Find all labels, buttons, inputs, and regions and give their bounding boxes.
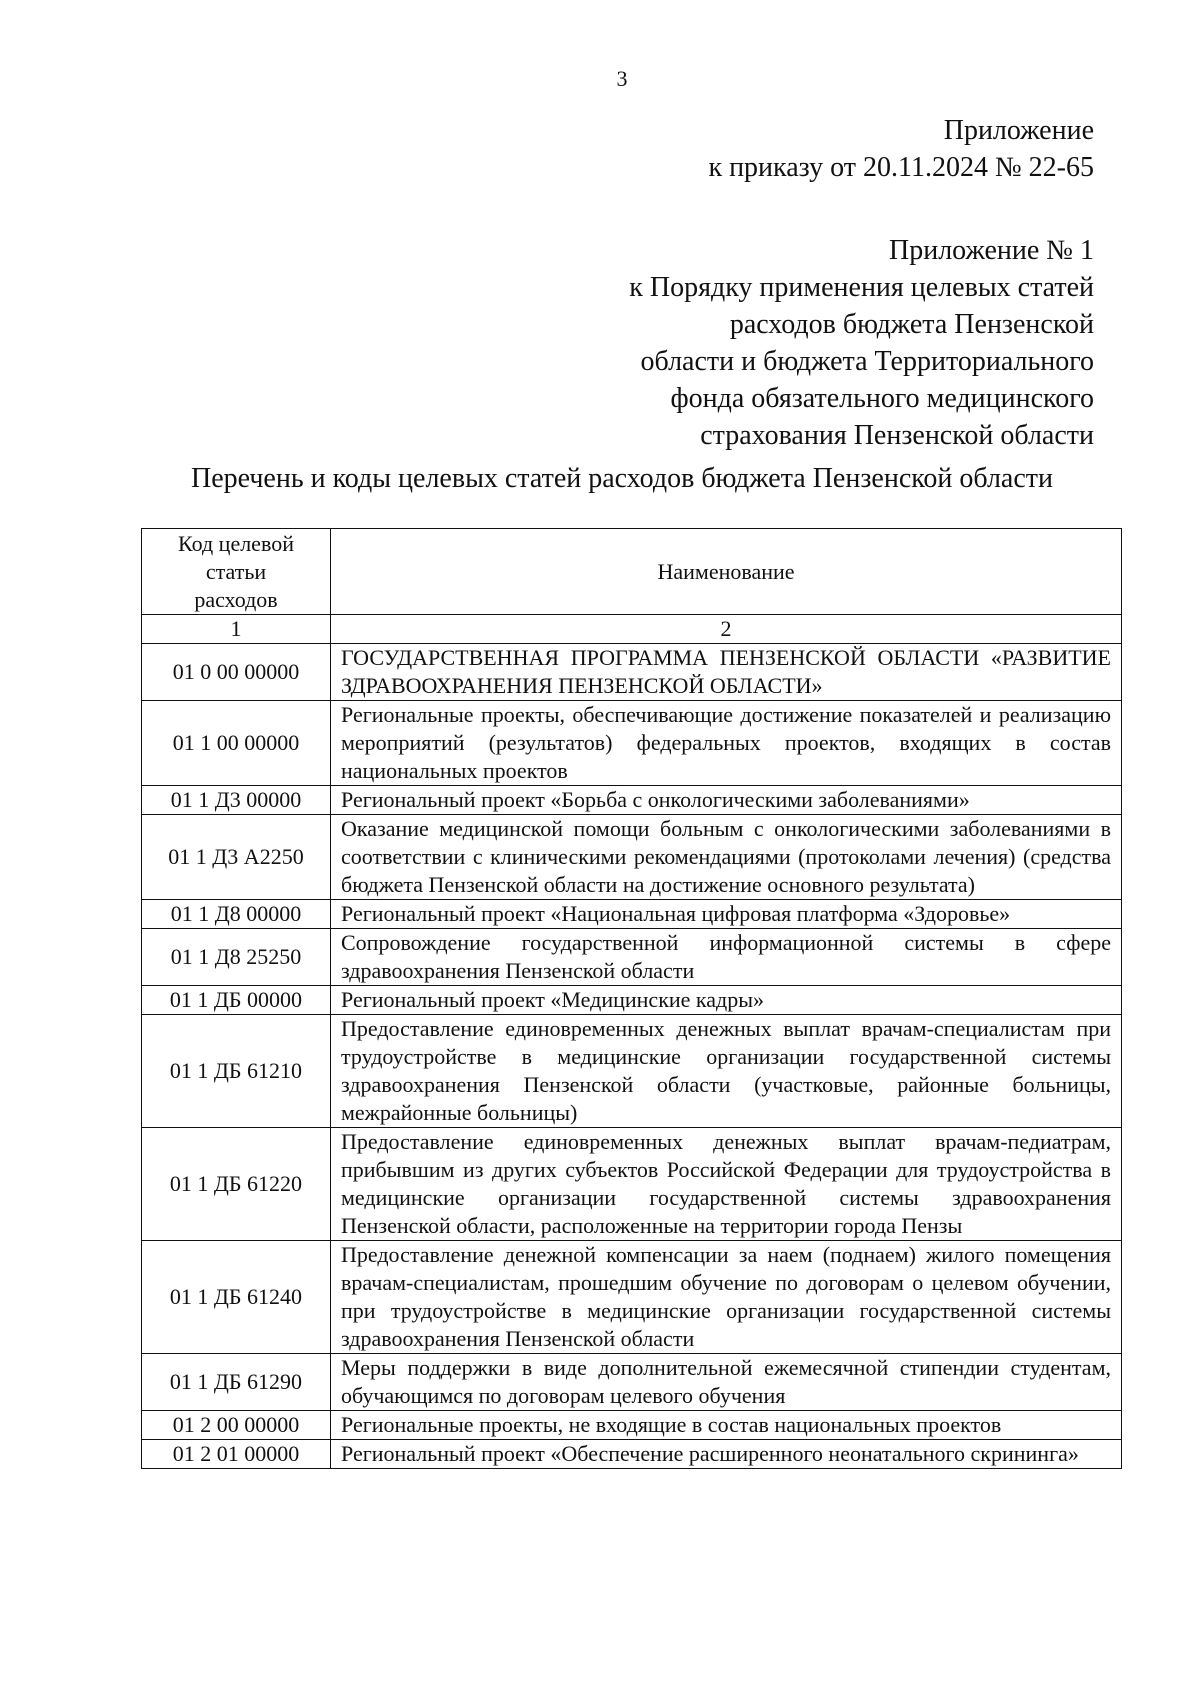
- expense-code-cell: 01 1 ДБ 61210: [142, 1015, 331, 1128]
- header-code-line: расходов: [194, 586, 278, 612]
- expense-code-cell: 01 1 Д8 00000: [142, 900, 331, 929]
- expense-name-cell: Оказание медицинской помощи больным с онкологическими заболеваниями в соответствии с клиническими рекомендациями (протоколами лечения) (средства бюджета Пензенской области на достижение основного результата): [331, 815, 1122, 900]
- expense-name-cell: Сопровождение государственной информационной системы в сфере здравоохранения Пензенской области: [331, 929, 1122, 986]
- appendix-one-header: [629, 232, 1094, 454]
- expense-name-cell: Предоставление единовременных денежных выплат врачам-педиатрам, прибывшим из других субъектов Российской Федерации для трудоустройства в медицинские организации государственной системы здравоохранения Пензенской области, расположенные на территории города Пензы: [331, 1128, 1122, 1241]
- expense-name-cell: Региональные проекты, не входящие в состав национальных проектов: [331, 1411, 1122, 1440]
- table-row: [142, 1015, 1122, 1128]
- column-number-2: 2: [331, 615, 1122, 644]
- appendix-label: Приложение: [943, 115, 1094, 146]
- expense-name-cell: Региональный проект «Медицинские кадры»: [331, 986, 1122, 1015]
- expense-codes-table: [141, 528, 1122, 1469]
- expense-name-cell: Региональный проект «Борьба с онкологическими заболеваниями»: [331, 786, 1122, 815]
- expense-code-cell: 01 1 Д3 А2250: [142, 815, 331, 900]
- table-row: [142, 900, 1122, 929]
- table-row: [142, 1128, 1122, 1241]
- order-reference: к приказу от 20.11.2024 № 22-65: [708, 152, 1094, 183]
- expense-name-cell: Региональные проекты, обеспечивающие достижение показателей и реализацию мероприятий (результатов) федеральных проектов, входящих в состав национальных проектов: [331, 701, 1122, 786]
- appendix-header: [708, 112, 1094, 186]
- header-code-line: статьи: [205, 558, 267, 584]
- table-row: [142, 786, 1122, 815]
- expense-name-cell: Региональный проект «Национальная цифровая платформа «Здоровье»: [331, 900, 1122, 929]
- expense-name-cell: Предоставление единовременных денежных выплат врачам-специалистам при трудоустройстве в медицинские организации государственной системы здравоохранения Пензенской области (участковые, районные больницы, межрайонные больницы): [331, 1015, 1122, 1128]
- table-header-row: [142, 529, 1122, 615]
- column-number-1: 1: [142, 615, 331, 644]
- expense-name-cell: ГОСУДАРСТВЕННАЯ ПРОГРАММА ПЕНЗЕНСКОЙ ОБЛАСТИ «РАЗВИТИЕ ЗДРАВООХРАНЕНИЯ ПЕНЗЕНСКОЙ ОБЛАСТИ»: [331, 644, 1122, 701]
- table-row: [142, 1354, 1122, 1411]
- expense-code-cell: 01 2 01 00000: [142, 1440, 331, 1469]
- expense-code-cell: 01 2 00 00000: [142, 1411, 331, 1440]
- appendix-one-line: фонда обязательного медицинского: [670, 383, 1094, 414]
- expense-code-cell: 01 1 ДБ 61240: [142, 1241, 331, 1354]
- expense-code-cell: 01 1 ДБ 61220: [142, 1128, 331, 1241]
- table-row: [142, 815, 1122, 900]
- expense-code-cell: 01 1 00 00000: [142, 701, 331, 786]
- header-code-line: Код целевой: [178, 530, 294, 556]
- expense-code-cell: 01 1 Д8 25250: [142, 929, 331, 986]
- expense-name-cell: Региональный проект «Обеспечение расширенного неонатального скрининга»: [331, 1440, 1122, 1469]
- table-row: [142, 644, 1122, 701]
- table-row: [142, 986, 1122, 1015]
- appendix-one-label: Приложение № 1: [889, 235, 1094, 266]
- expense-code-cell: 01 1 ДБ 00000: [142, 986, 331, 1015]
- page-number: 3: [616, 66, 628, 91]
- appendix-one-line: к Порядку применения целевых статей: [629, 272, 1094, 303]
- header-name-cell: Наименование: [331, 529, 1122, 615]
- table-row: [142, 1411, 1122, 1440]
- expense-code-cell: 01 0 00 00000: [142, 644, 331, 701]
- appendix-one-line: страхования Пензенской области: [700, 420, 1094, 451]
- table-row: [142, 701, 1122, 786]
- expense-code-cell: 01 1 ДБ 61290: [142, 1354, 331, 1411]
- appendix-one-line: расходов бюджета Пензенской: [729, 309, 1094, 340]
- expense-code-cell: 01 1 Д3 00000: [142, 786, 331, 815]
- expense-name-cell: Меры поддержки в виде дополнительной ежемесячной стипендии студентам, обучающимся по договорам целевого обучения: [331, 1354, 1122, 1411]
- document-title: Перечень и коды целевых статей расходов бюджета Пензенской области: [190, 463, 1054, 494]
- appendix-one-line: области и бюджета Территориального: [640, 346, 1094, 377]
- table-row: [142, 1440, 1122, 1469]
- expense-name-cell: Предоставление денежной компенсации за наем (поднаем) жилого помещения врачам-специалистам, прошедшим обучение по договорам о целевом обучении, при трудоустройстве в медицинские организации государственной системы здравоохранения Пензенской области: [331, 1241, 1122, 1354]
- table-row: [142, 1241, 1122, 1354]
- header-code-cell: [142, 529, 331, 615]
- column-number-row: [142, 615, 1122, 644]
- table-row: [142, 929, 1122, 986]
